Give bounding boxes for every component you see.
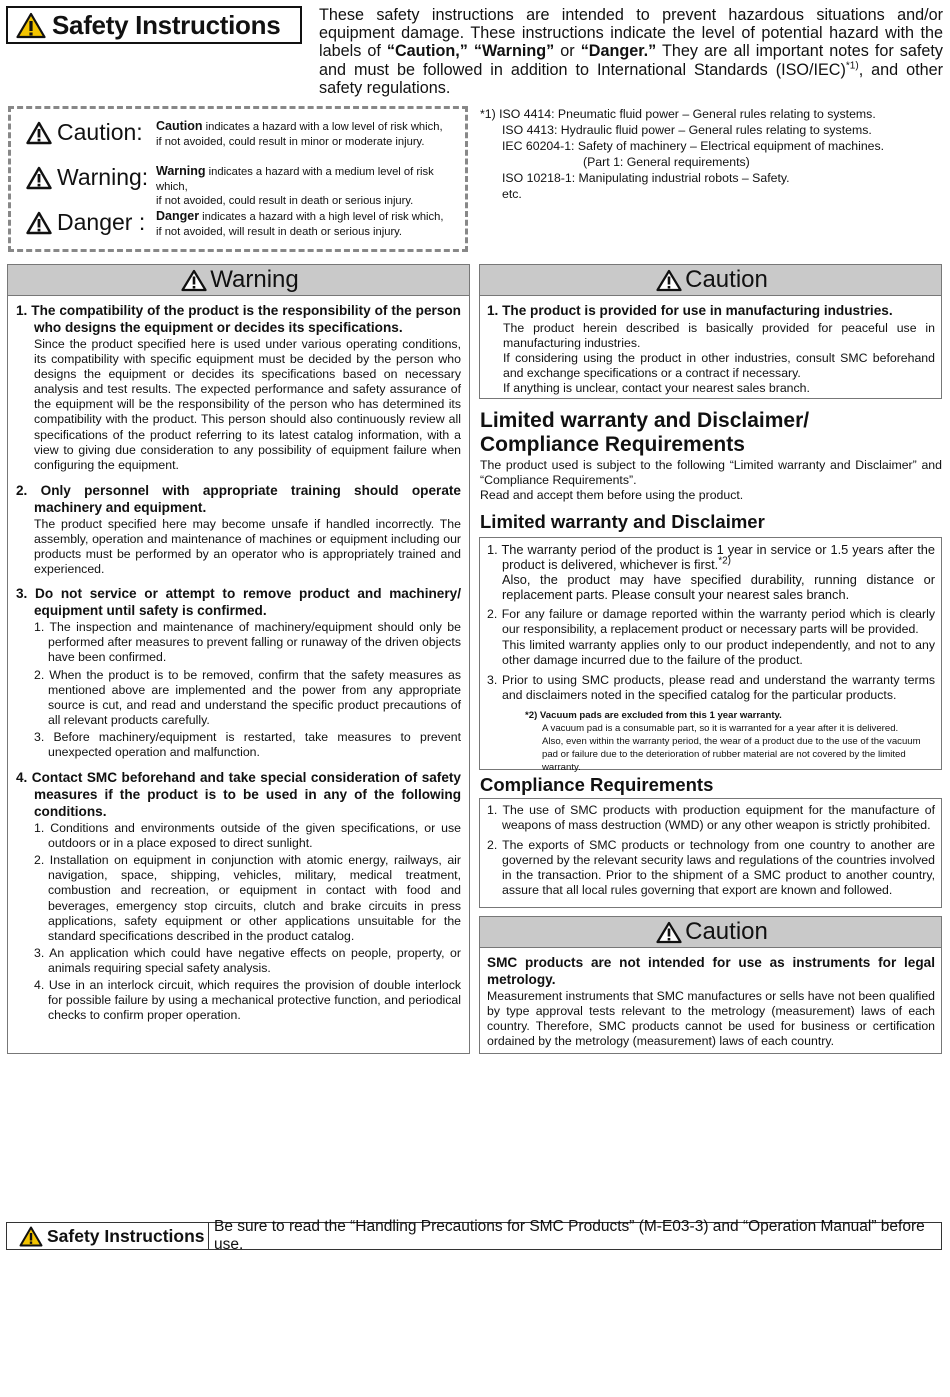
list-item: 1. Conditions and environments outside of the given specifications, or use outdoors or in a place exposed to direct sunlight. [34, 821, 461, 851]
page-title: Safety Instructions [52, 9, 281, 40]
caution-panel-metrology [479, 916, 942, 1054]
list-item: 2. Installation on equipment in conjunction with atomic energy, railways, air navigation, space, shipping, vehicles, military, medical treatment, combustion and recreation, or equipment in contact with food and beverages, emergency stop circuits, clutch and brake circuits in press applications, safety equipment or other applications unsuitable for the standard specifications described in the product catalog. [34, 853, 461, 943]
caution-panel-heading: Caution [480, 917, 941, 948]
caution1-title: 1. The product is provided for use in manufacturing industries. [487, 303, 893, 318]
level-danger: Danger : Danger indicates a hazard with a high level of risk which, if not avoided, will result in death or serious injury. [21, 209, 459, 239]
caution-panel-heading: Caution [480, 265, 941, 296]
limited-subheading: Limited warranty and Disclaimer [480, 511, 765, 532]
warning-s2-title: 2. Only personnel with appropriate training should operate machinery and equipment. [16, 482, 461, 515]
list-item: 4. Use in an interlock circuit, which requires the provision of double interlock for possible failure by using a mechanical protective function, and periodical checks to confirm proper operation. [34, 978, 461, 1023]
list-item: 2. The exports of SMC products or technology from one country to another are governed by the relevant security laws and regulations of the countries involved in the transaction. Prior to the shipment of a SMC product to another country, assure that all local rules governing that export are known and followed. [487, 838, 935, 898]
level-warning-desc: Warning indicates a hazard with a medium level of risk which, if not avoided, could result in death or serious injury. [156, 164, 434, 207]
intro-paragraph: These safety instructions are intended to prevent hazardous situations and/or equipment damage. These instructions indicate the level of potential hazard with the labels of “Caution,” “Warning” or “Danger.” They are all important notes for safety and must be followed in addition to International Standards $(ISO/IEC)^{*1)}$, and other safety regulations. [319, 6, 943, 97]
level-caution: Caution: Caution indicates a hazard with a low level of risk which, if not avoided, could result in minor or moderate injury. [21, 119, 459, 149]
level-warning: Warning: Warning indicates a hazard with a medium level of risk which, if not avoided, could result in death or serious injury. [21, 164, 459, 209]
limited-intro: The product used is subject to the following “Limited warranty and Disclaimer” and “Compliance Requirements”. Read and accept them before using the product. [480, 458, 942, 503]
level-caution-desc: Caution indicates a hazard with a low level of risk which, if not avoided, could result in minor or moderate injury. [156, 119, 443, 148]
warning-panel [7, 264, 470, 1054]
list-item: 3. Prior to using SMC products, please read and understand the warranty terms and disclaimers noted in the specified catalog for the particular products. [487, 672, 935, 702]
list-item: 2. For any failure or damage reported within the warranty period which is clearly our responsibility, a replacement product or necessary parts will be provided. [487, 607, 935, 637]
warning-triangle-icon [26, 121, 52, 145]
caution2-body: Measurement instruments that SMC manufactures or sells have not been qualified by type approval tests relevant to the metrology (measurement) laws of each country. Therefore, SMC products cannot be used for business or certification ordained by the metrology (measurement) laws of each country. [487, 989, 935, 1049]
caution-panel-manufacturing: Caution 1. The product is provided for use in manufacturing industries. The product herein described is basically provided for peaceful use in manufacturing industries. If considering using the product in other industries, consult SMC beforehand and exchange specifications or a contract if necessary. If anything is unclear, contact your nearest sales branch. [479, 264, 942, 399]
footer-bar [6, 1218, 942, 1253]
warning-triangle-icon [656, 921, 682, 944]
warning-triangle-icon [26, 166, 52, 190]
limited-warranty-box: 1. The warranty period of the product is 1 year in service or 1.5 years after the product is delivered, whichever is first.$^{*2)}$ Also, the product may have specified durability, running distance or replacement parts. Please consult your nearest sales branch. 2. For any failure or damage reported within the warranty period which is clearly our responsibility, a replacement product or necessary parts will be provided. This limited warranty applies only to our product independently, and not to any other damage incurred due to the failure of the product. 3. Prior to using SMC products, please read and understand the warranty terms and disclaimers noted in the specified catalog for the particular products. *2) Vacuum pads are excluded from this 1 year warranty. A vacuum pad is a consumable part, so it is warranted for a year after it is delivered. Also, even within the warranty period, the wear of a product due to the use of the vacuum pad or failure due to the deterioration of rubber material are not covered by the limited warranty. [479, 537, 942, 770]
header-title-box [6, 6, 302, 44]
limited-warranty-heading: Limited warranty and Disclaimer/ Compliance Requirements [480, 409, 810, 456]
warning-s3-title: 3. Do not service or attempt to remove product and machinery/ equipment until safety is confirmed. [16, 586, 461, 619]
vacuum-pad-note: *2) Vacuum pads are excluded from this 1 year warranty. A vacuum pad is a consumable part, so it is warranted for a year after it is delivered. Also, even within the warranty period, the wear of a product due to the use of the vacuum pad or failure due to the deterioration of rubber material are not covered by the limited warranty. [525, 709, 921, 773]
warning-triangle-icon [19, 1226, 43, 1247]
warning-triangle-icon [26, 211, 52, 235]
list-item: 3. An application which could have negative effects on people, property, or animals requiring special safety analysis. [34, 945, 461, 975]
warning-s1-body: Since the product specified here is used under various operating conditions, its compatibility with specific equipment must be decided by the person who designs the equipment or decides its specifications based on necessary analysis and test results. The expected performance and safety assurance of the equipment will be the responsibility of the person who has determined its compatibility with the product. This person should also continuously review all specifications of the product referring to its latest catalog information, with a view to giving due consideration to any possibility of equipment failure when configuring the equipment. [34, 337, 461, 472]
hazard-levels-box [8, 106, 468, 252]
caution2-title: SMC products are not intended for use as instruments for legal metrology. [487, 955, 935, 987]
warning-s1-title: 1. The compatibility of the product is the responsibility of the person who designs the equipment or decides its specifications. [16, 303, 461, 335]
warning-s4-title: 4. Contact SMC beforehand and take special consideration of safety measures if the product is to be used in any of the following conditions. [16, 770, 461, 820]
level-danger-desc: Danger indicates a hazard with a high level of risk which, if not avoided, will result in death or serious injury. [156, 209, 444, 238]
list-item: 1. The inspection and maintenance of machinery/equipment should only be performed after measures to prevent falling or runaway of the driven objects have been confirmed. [34, 620, 461, 665]
list-item: 2. When the product is to be removed, confirm that the safety measures as mentioned above are implemented and the power from any appropriate source is cut, and read and understand the specific product precautions of all relevant products carefully. [34, 667, 461, 727]
list-item: 3. Before machinery/equipment is restarted, take measures to prevent unexpected operation and malfunction. [34, 729, 461, 759]
list-item: 1. The warranty period of the product is 1 year in service or 1.5 years after the product is delivered, whichever is first.$^{*2)}$ [487, 542, 935, 573]
warning-panel-heading: Warning [8, 265, 469, 296]
standards-footnote: *1) ISO 4414: Pneumatic fluid power – General rules relating to systems. ISO 4413: Hydraulic fluid power – General rules relating to systems. IEC 60204-1: Safety of machinery – Electrical equipment of machines. (Part 1: General requirements) ISO 10218-1: Manipulating industrial robots – Safety. etc. [480, 107, 885, 201]
warning-triangle-icon [656, 269, 682, 292]
warning-triangle-icon [181, 269, 207, 292]
compliance-box [479, 798, 942, 908]
warning-s2-body: The product specified here may become unsafe if handled incorrectly. The assembly, operation and maintenance of machines or equipment including our products must be performed by an operator who is appropriately trained and experienced. [34, 516, 461, 577]
list-item: 1. The use of SMC products with production equipment for the manufacture of weapons of mass destruction (WMD) or any other weapon is strictly prohibited. [487, 803, 935, 833]
footer-text: Be sure to read the “Handling Precautions for SMC Products” (M-E03-3) and “Operation Manual” before use. [214, 1218, 925, 1253]
footer-label: Safety Instructions [7, 1223, 209, 1249]
compliance-heading: Compliance Requirements [480, 774, 714, 795]
warning-triangle-icon [16, 12, 46, 39]
